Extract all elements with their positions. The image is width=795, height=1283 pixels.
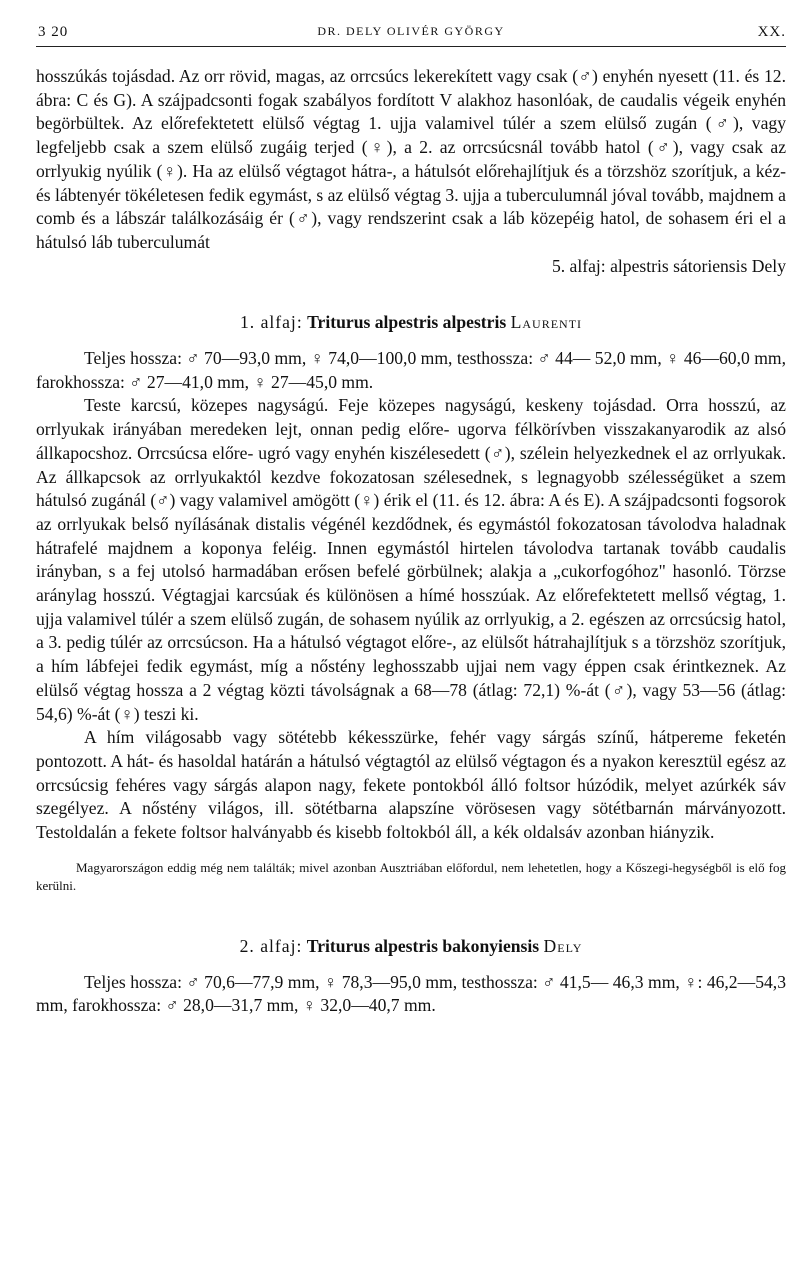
- footnote: [36, 859, 786, 895]
- page-number: 3 20: [38, 24, 69, 40]
- page: [36, 22, 786, 1018]
- intro-paragraph: hosszúkás tojásdad. Az orr rövid, magas, az orrcsúcs lekerekített vagy csak (♂) enyhén nyesett (11. és 12. ábra: C és G). A szájpadcsonti fogak szabályos fordított V alakhoz hasonlóak, de caudalis végeik enyhén begörbültek. Az előrefektetett elülső végtag 1. ujja valamivel túlér a szem elülső zugán (♂), vagy legfeljebb csak a szem elülső zugáig terjed (♀), a 2. az orrcsúcsnál tovább hatol (♂), vagy csak az orrlyukig nyúlik (♀). Ha az elülső végtagot hátra-, a hátulsót előrehajlítjuk és a törzshöz szorítjuk, a kéz- és lábtenyér tökéletesen fedik egymást, s az elülső végtag 3. ujja a tuberculumnál jóval tovább, majdnem a comb és a lábszár találkozásáig ér (♂), vagy rendszerint csak a láb közepéig hatol, de sohasem éri el a hátulsó láb tuberculumát: [36, 66, 786, 252]
- section-heading-1: [36, 311, 786, 335]
- section-heading-2: [36, 935, 786, 959]
- section-2-measurements: Teljes hossza: ♂ 70,6—77,9 mm, ♀ 78,3—95,0 mm, testhossza: ♂ 41,5— 46,3 mm, ♀: 46,2—54,3 mm, farokhossza: ♂ 28,0—31,7 mm, ♀ 32,0—40,7 mm.: [36, 971, 786, 1016]
- section-1-author: Laurenti: [510, 312, 583, 333]
- section-1-measurements: Teljes hossza: ♂ 70—93,0 mm, ♀ 74,0—100,0 mm, testhossza: ♂ 44— 52,0 mm, ♀ 46—60,0 mm, farokhossza: ♂ 27—41,0 mm, ♀ 27—45,0 mm.: [36, 348, 786, 392]
- section-2-prefix: 2. alfaj:: [239, 935, 303, 956]
- running-head: [36, 22, 786, 47]
- section-2-name: Triturus alpestris bakonyiensis: [306, 935, 540, 956]
- section-1-name: Triturus alpestris alpestris: [307, 312, 507, 333]
- key-line: 5. alfaj: alpestris sátoriensis Dely: [551, 255, 786, 276]
- footnote-text: Magyarországon eddig még nem találták; mivel azonban Ausztriában előfordul, nem lehetetlen, hogy a Kőszegi-hegységből is elő fog kerülni.: [36, 859, 786, 893]
- section-1-coloration: A hím világosabb vagy sötétebb kékesszürke, fehér vagy sárgás színű, hátpereme feketén pontozott. A hát- és hasoldal határán a hátulsó végtagtól az elülső végtagon és a nyakon keresztül egész az orrcsúcsig fehéres vagy sárgás alapon nagy, fekete pontokból álló foltsor húzódik, melyet azúrkék sáv szegélyez. A nőstény világos, ill. sötétbarna alapszíne vörösesen vagy sötétbarnán márványozott. Testoldalán a fekete foltsor halványabb és kisebb foltokból áll, a kék oldalsáv azonban hiányzik.: [36, 727, 786, 843]
- section-1-description: Teste karcsú, közepes nagyságú. Feje közepes nagyságú, keskeny tojásdad. Orra hosszú, az orrlyukak irányában meredeken lejt, onnan pedig előre- ugorva félkörívben visszakanyarodik az alsó állkapocshoz. Orrcsúcsa előre- ugró vagy enyhén kiszélesedett (♂), szélein helyezkednek el az orrlyukak. Az állkapcsok az orrlyukaktól kezdve fokozatosan szélesednek, s legnagyobb szélességüket a szem hátulsó zugánál (♂) vagy valamivel amögött (♀) érik el (11. és 12. ábra: A és E). A szájpadcsonti fogsorok az orrlyukak belső nyílásának distalis végénél kezdődnek, és egymástól fokozatosan távolodva haladnak hátrafelé majdnem a koponya feléig. Innen egymástól hirtelen távolodva tartanak tovább caudalis irányban, s a fej utolsó harmadában erősen befelé görbülnek; alakja a „cukorfogóhoz" hasonló. Törzse aránylag hosszú. Végtagjai karcsúak és különösen a hímé hosszúak. Az előrefektetett mellső végtag, 1. ujja valamivel túlér a szem elülső zugán, de sohasem nyúlik az orrlyukig, a 2. egészen az orrcsúcsig hatol, a 3. pedig túlér az orrcsúcson. Ha a hátulsó végtagot előre-, az elülsőt hátrahajlítjuk s a törzshöz szorítjuk, a hím lábfejei fedik egymást, míg a nőstény leghosszabb ujjai nem vagy éppen csak érintkeznek. Az elülső végtag hossza a 2 végtag közti távolságnak a 68—78 (átlag: 72,1) %-át (♂), vagy 53—56 (átlag: 54,6) %-át (♀) teszi ki.: [36, 395, 786, 724]
- volume-number: XX.: [757, 24, 786, 40]
- section-1-prefix: 1. alfaj:: [239, 312, 303, 333]
- body-text: [36, 65, 786, 1018]
- section-2-author: Dely: [543, 935, 583, 956]
- running-head-author: DR. DELY OLIVÉR GYÖRGY: [317, 24, 505, 38]
